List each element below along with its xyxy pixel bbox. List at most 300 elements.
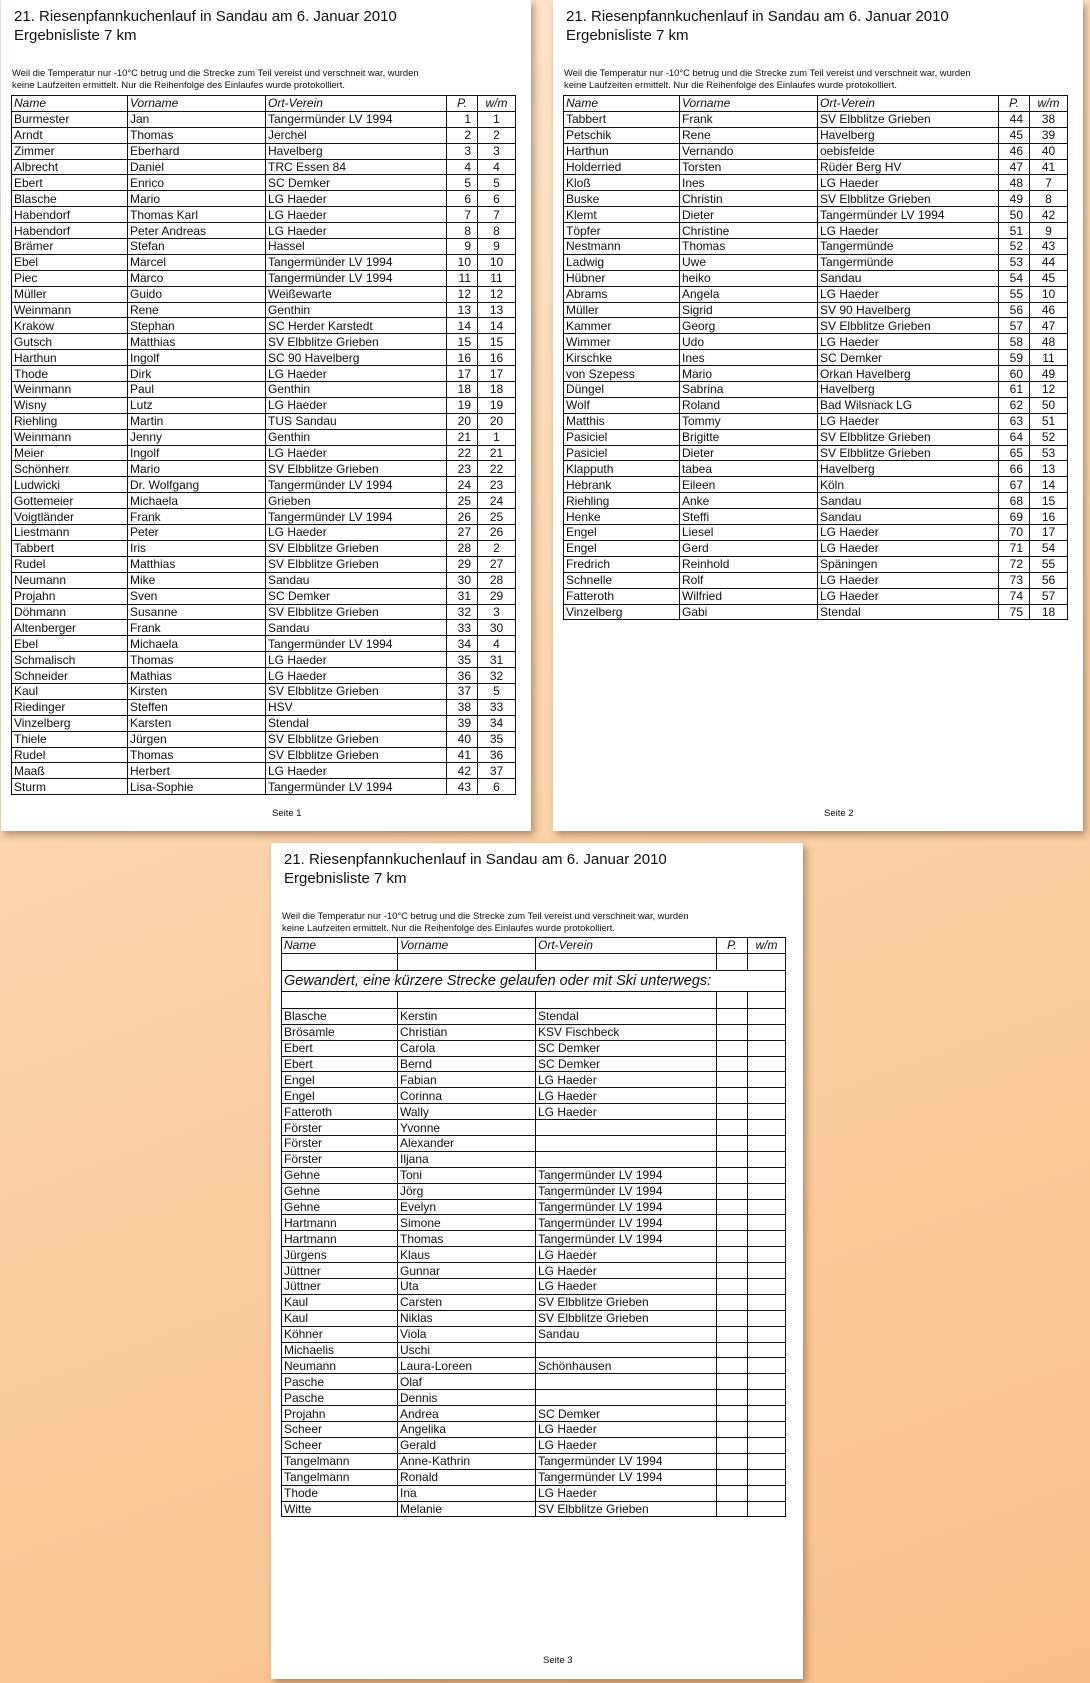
cell-ort-verein: Tangermünder LV 1994 <box>266 254 447 270</box>
cell-vorname: Ines <box>680 175 818 191</box>
table-row <box>564 223 1068 239</box>
table-row <box>12 747 516 763</box>
title-line-2: Ergebnisliste 7 km <box>284 870 407 887</box>
cell-platz: 30 <box>447 572 478 588</box>
cell-platz <box>717 1136 748 1152</box>
cell-vorname: Dirk <box>128 366 266 382</box>
cell-name: Engel <box>564 540 680 556</box>
table-row <box>282 1024 786 1040</box>
cell-ort-verein: Stendal <box>536 1008 717 1024</box>
cell-wm: 42 <box>1030 207 1068 223</box>
table-row <box>564 413 1068 429</box>
cell-wm <box>748 1453 786 1469</box>
cell-ort-verein: LG Haeder <box>818 572 999 588</box>
cell-ort-verein: SV Elbblitze Grieben <box>266 731 447 747</box>
cell-wm <box>748 1263 786 1279</box>
cell-vorname: Karsten <box>128 715 266 731</box>
cell-platz: 23 <box>447 461 478 477</box>
cell-vorname: Guido <box>128 286 266 302</box>
cell-platz: 28 <box>447 540 478 556</box>
col-header-name: Name <box>282 938 398 954</box>
table-row <box>564 588 1068 604</box>
cell-vorname: Anne-Kathrin <box>398 1453 536 1469</box>
cell-wm: 17 <box>1030 525 1068 541</box>
cell-ort-verein: Sandau <box>818 509 999 525</box>
cell-platz: 53 <box>999 254 1030 270</box>
cell-wm <box>748 1374 786 1390</box>
cell-platz: 16 <box>447 350 478 366</box>
table-row <box>12 461 516 477</box>
cell-name: Witte <box>282 1501 398 1517</box>
cell-wm <box>748 1215 786 1231</box>
cell-wm: 40 <box>1030 143 1068 159</box>
table-row <box>564 604 1068 620</box>
cell-name: von Szepess <box>564 366 680 382</box>
cell-platz: 25 <box>447 493 478 509</box>
cell-platz: 64 <box>999 429 1030 445</box>
table-row <box>282 1136 786 1152</box>
table-row <box>282 1342 786 1358</box>
cell-wm <box>748 1040 786 1056</box>
cell-ort-verein: Genthin <box>266 302 447 318</box>
cell-platz <box>717 1406 748 1422</box>
cell-vorname: Klaus <box>398 1247 536 1263</box>
cell-ort-verein: LG Haeder <box>536 1279 717 1295</box>
cell-ort-verein: SC Herder Karstedt <box>266 318 447 334</box>
table-row <box>564 397 1068 413</box>
cell-name: Weinmann <box>12 429 128 445</box>
cell-vorname: Mario <box>128 191 266 207</box>
table-row <box>564 239 1068 255</box>
cell-name: Wolf <box>564 397 680 413</box>
cell-name: Petschik <box>564 127 680 143</box>
cell-vorname: Ines <box>680 350 818 366</box>
cell-ort-verein: Rüder Berg HV <box>818 159 999 175</box>
cell-platz <box>717 1231 748 1247</box>
cell-vorname: Thomas <box>128 652 266 668</box>
cell-vorname: Reinhold <box>680 556 818 572</box>
table-row <box>12 318 516 334</box>
cell-platz <box>717 1167 748 1183</box>
table-row <box>12 366 516 382</box>
table-row <box>564 143 1068 159</box>
cell-name: Harthun <box>12 350 128 366</box>
cell-platz: 36 <box>447 668 478 684</box>
cell-platz: 67 <box>999 477 1030 493</box>
cell-platz <box>717 1104 748 1120</box>
results-table <box>11 95 516 795</box>
table-row <box>564 159 1068 175</box>
cell-name: Müller <box>564 302 680 318</box>
cell-vorname: Yvonne <box>398 1120 536 1136</box>
table-row <box>564 286 1068 302</box>
page-footer: Seite 2 <box>824 808 854 819</box>
cell-platz: 68 <box>999 493 1030 509</box>
table-row <box>564 382 1068 398</box>
table-row <box>12 175 516 191</box>
cell-ort-verein: Tangermünder LV 1994 <box>536 1231 717 1247</box>
cell-ort-verein: Tangermünde <box>818 254 999 270</box>
table-row <box>12 223 516 239</box>
col-header-wm: w/m <box>478 96 516 112</box>
cell-wm: 5 <box>478 175 516 191</box>
cell-platz: 58 <box>999 334 1030 350</box>
cell-ort-verein: Tangermünder LV 1994 <box>536 1453 717 1469</box>
table-row <box>12 254 516 270</box>
cell-platz: 59 <box>999 350 1030 366</box>
cell-platz: 12 <box>447 286 478 302</box>
cell-name: Projahn <box>282 1406 398 1422</box>
cell-platz: 26 <box>447 509 478 525</box>
cell-vorname: Frank <box>128 620 266 636</box>
cell-vorname: Stephan <box>128 318 266 334</box>
cell-name: Harthun <box>564 143 680 159</box>
cell-name: Thode <box>12 366 128 382</box>
cell-ort-verein: Genthin <box>266 429 447 445</box>
result-page-3 <box>271 843 803 1679</box>
cell-wm <box>748 1342 786 1358</box>
cell-name: Döhmann <box>12 604 128 620</box>
cell-name: Holderried <box>564 159 680 175</box>
cell-vorname: Dieter <box>680 445 818 461</box>
cell-platz: 52 <box>999 239 1030 255</box>
cell-ort-verein: Bad Wilsnack LG <box>818 397 999 413</box>
cell-wm: 29 <box>478 588 516 604</box>
col-header-platz: P. <box>447 96 478 112</box>
cell-vorname: Laura-Loreen <box>398 1358 536 1374</box>
table-row <box>282 1358 786 1374</box>
cell-vorname: Jan <box>128 111 266 127</box>
cell-name: Thode <box>282 1485 398 1501</box>
cell-platz <box>717 1279 748 1295</box>
cell-ort-verein: SV Elbblitze Grieben <box>536 1310 717 1326</box>
cell-wm: 8 <box>1030 191 1068 207</box>
cell-vorname: Dennis <box>398 1390 536 1406</box>
table-row <box>12 715 516 731</box>
table-row <box>12 636 516 652</box>
cell-vorname: Martin <box>128 413 266 429</box>
cell-vorname: Toni <box>398 1167 536 1183</box>
cell-name: Wimmer <box>564 334 680 350</box>
table-row <box>564 509 1068 525</box>
cell-name: Henke <box>564 509 680 525</box>
cell-ort-verein: Grieben <box>266 493 447 509</box>
cell-vorname: Torsten <box>680 159 818 175</box>
table-row <box>564 175 1068 191</box>
note-line-2: keine Laufzeiten ermittelt. Nur die Reihenfolge des Einlaufes wurde protokolliert. <box>564 79 897 90</box>
cell-platz: 65 <box>999 445 1030 461</box>
cell-wm: 12 <box>1030 382 1068 398</box>
cell-ort-verein: LG Haeder <box>266 223 447 239</box>
cell-platz <box>717 1358 748 1374</box>
table-row <box>12 239 516 255</box>
table-row <box>12 763 516 779</box>
cell-platz <box>717 1422 748 1438</box>
table-row <box>282 1199 786 1215</box>
cell-ort-verein: Tangermünder LV 1994 <box>266 636 447 652</box>
cell-platz: 21 <box>447 429 478 445</box>
cell-name: Riehling <box>12 413 128 429</box>
table-row <box>282 1437 786 1453</box>
table-row <box>564 111 1068 127</box>
cell-wm: 13 <box>1030 461 1068 477</box>
cell-ort-verein: LG Haeder <box>266 207 447 223</box>
cell-vorname: Andrea <box>398 1406 536 1422</box>
cell-vorname: Steffen <box>128 699 266 715</box>
cell-wm: 54 <box>1030 540 1068 556</box>
cell-vorname: Jürgen <box>128 731 266 747</box>
table-row <box>12 382 516 398</box>
table-row <box>282 1453 786 1469</box>
cell-platz: 19 <box>447 397 478 413</box>
cell-name: Weinmann <box>12 302 128 318</box>
cell-ort-verein: Tangermünder LV 1994 <box>266 111 447 127</box>
cell-platz: 50 <box>999 207 1030 223</box>
cell-name: Maaß <box>12 763 128 779</box>
cell-platz <box>717 1326 748 1342</box>
cell-name: Wisny <box>12 397 128 413</box>
cell-vorname: Carola <box>398 1040 536 1056</box>
cell-vorname: Uwe <box>680 254 818 270</box>
cell-wm: 52 <box>1030 429 1068 445</box>
cell-ort-verein: SV Elbblitze Grieben <box>266 683 447 699</box>
table-row <box>12 477 516 493</box>
table-row <box>564 461 1068 477</box>
cell-vorname: Frank <box>128 509 266 525</box>
cell-ort-verein: SV Elbblitze Grieben <box>818 111 999 127</box>
cell-name: Schönherr <box>12 461 128 477</box>
table-row <box>282 1183 786 1199</box>
cell-vorname: Gunnar <box>398 1263 536 1279</box>
cell-platz: 54 <box>999 270 1030 286</box>
cell-vorname: Gerald <box>398 1437 536 1453</box>
cell-vorname: Sven <box>128 588 266 604</box>
table-row <box>282 1040 786 1056</box>
col-header-ort-verein: Ort-Verein <box>818 96 999 112</box>
cell-platz: 49 <box>999 191 1030 207</box>
cell-wm: 33 <box>478 699 516 715</box>
cell-platz: 74 <box>999 588 1030 604</box>
cell-ort-verein <box>536 1390 717 1406</box>
cell-ort-verein: Genthin <box>266 382 447 398</box>
cell-wm: 32 <box>478 668 516 684</box>
cell-platz: 37 <box>447 683 478 699</box>
cell-name: Albrecht <box>12 159 128 175</box>
cell-platz: 7 <box>447 207 478 223</box>
table-row <box>282 1390 786 1406</box>
cell-name: Fredrich <box>564 556 680 572</box>
cell-platz <box>717 1437 748 1453</box>
table-header-row <box>12 96 516 112</box>
cell-platz: 1 <box>447 111 478 127</box>
table-row <box>282 1056 786 1072</box>
col-header-wm: w/m <box>1030 96 1068 112</box>
cell-ort-verein: SC Demker <box>536 1056 717 1072</box>
cell-name: Kirschke <box>564 350 680 366</box>
cell-vorname: Brigitte <box>680 429 818 445</box>
cell-vorname: Marcel <box>128 254 266 270</box>
cell-vorname: Thomas <box>680 239 818 255</box>
cell-wm <box>748 1167 786 1183</box>
cell-wm: 6 <box>478 191 516 207</box>
cell-name: Ebel <box>12 636 128 652</box>
cell-vorname: Thomas Karl <box>128 207 266 223</box>
table-row <box>12 286 516 302</box>
cell-name: Kaul <box>12 683 128 699</box>
cell-ort-verein: LG Haeder <box>818 525 999 541</box>
cell-platz: 2 <box>447 127 478 143</box>
cell-wm: 41 <box>1030 159 1068 175</box>
cell-vorname: Christian <box>398 1024 536 1040</box>
cell-vorname: Wilfried <box>680 588 818 604</box>
cell-platz: 72 <box>999 556 1030 572</box>
title-line-2: Ergebnisliste 7 km <box>566 27 689 44</box>
cell-wm <box>748 1390 786 1406</box>
cell-wm <box>748 1310 786 1326</box>
cell-vorname: Michaela <box>128 493 266 509</box>
cell-name: Töpfer <box>564 223 680 239</box>
cell-name: Riehling <box>564 493 680 509</box>
title-line-1: 21. Riesenpfannkuchenlauf in Sandau am 6. Januar 2010 <box>284 851 667 868</box>
table-row <box>564 525 1068 541</box>
cell-name: Jürgens <box>282 1247 398 1263</box>
cell-vorname: Rolf <box>680 572 818 588</box>
table-row <box>12 143 516 159</box>
cell-wm: 15 <box>1030 493 1068 509</box>
cell-name: Buske <box>564 191 680 207</box>
cell-name: Meier <box>12 445 128 461</box>
cell-wm: 9 <box>1030 223 1068 239</box>
cell-vorname: Matthias <box>128 334 266 350</box>
cell-name: Altenberger <box>12 620 128 636</box>
cell-ort-verein: Havelberg <box>266 143 447 159</box>
cell-ort-verein: Späningen <box>818 556 999 572</box>
cell-ort-verein: Tangermünder LV 1994 <box>536 1183 717 1199</box>
cell-platz: 13 <box>447 302 478 318</box>
cell-wm: 12 <box>478 286 516 302</box>
cell-platz: 45 <box>999 127 1030 143</box>
table-row <box>12 652 516 668</box>
cell-vorname: Iljana <box>398 1151 536 1167</box>
cell-platz: 5 <box>447 175 478 191</box>
cell-name: Riedinger <box>12 699 128 715</box>
table-row <box>282 1279 786 1295</box>
cell-vorname: Dr. Wolfgang <box>128 477 266 493</box>
cell-ort-verein: Tangermünde <box>818 239 999 255</box>
cell-name: Zimmer <box>12 143 128 159</box>
table-row <box>12 540 516 556</box>
cell-name: Pasiciel <box>564 429 680 445</box>
cell-name: Ladwig <box>564 254 680 270</box>
cell-wm <box>748 1151 786 1167</box>
cell-wm <box>748 1088 786 1104</box>
cell-wm: 36 <box>478 747 516 763</box>
cell-ort-verein: Tangermünder LV 1994 <box>266 509 447 525</box>
cell-name: Kaul <box>282 1294 398 1310</box>
cell-wm <box>748 1136 786 1152</box>
cell-platz <box>717 1215 748 1231</box>
cell-wm <box>748 1406 786 1422</box>
cell-ort-verein: KSV Fischbeck <box>536 1024 717 1040</box>
cell-platz: 3 <box>447 143 478 159</box>
cell-vorname: Jörg <box>398 1183 536 1199</box>
cell-vorname: Daniel <box>128 159 266 175</box>
cell-name: Engel <box>282 1088 398 1104</box>
cell-name: Kloß <box>564 175 680 191</box>
cell-ort-verein: LG Haeder <box>818 334 999 350</box>
cell-platz <box>717 1310 748 1326</box>
cell-wm <box>748 1485 786 1501</box>
cell-wm: 25 <box>478 509 516 525</box>
cell-vorname: Susanne <box>128 604 266 620</box>
cell-wm <box>748 1120 786 1136</box>
table-row <box>12 620 516 636</box>
table-row <box>282 1469 786 1485</box>
cell-vorname: Alexander <box>398 1136 536 1152</box>
cell-name: Köhner <box>282 1326 398 1342</box>
cell-wm: 16 <box>1030 509 1068 525</box>
cell-platz: 4 <box>447 159 478 175</box>
cell-platz <box>717 1199 748 1215</box>
cell-vorname: Carsten <box>398 1294 536 1310</box>
cell-wm <box>748 1501 786 1517</box>
table-row <box>282 1072 786 1088</box>
cell-vorname: Rene <box>680 127 818 143</box>
cell-vorname: Fabian <box>398 1072 536 1088</box>
cell-platz: 27 <box>447 525 478 541</box>
title-line-1: 21. Riesenpfannkuchenlauf in Sandau am 6. Januar 2010 <box>566 8 949 25</box>
cell-wm: 18 <box>478 382 516 398</box>
table-row <box>282 1263 786 1279</box>
table-row <box>564 207 1068 223</box>
cell-ort-verein: Sandau <box>266 620 447 636</box>
cell-ort-verein: LG Haeder <box>536 1088 717 1104</box>
cell-name: Kaul <box>282 1310 398 1326</box>
cell-name: Tabbert <box>12 540 128 556</box>
cell-platz <box>717 1390 748 1406</box>
cell-platz: 6 <box>447 191 478 207</box>
page-footer: Seite 1 <box>272 808 302 819</box>
cell-vorname: Christin <box>680 191 818 207</box>
cell-vorname: Paul <box>128 382 266 398</box>
table-row <box>564 429 1068 445</box>
blank-row <box>282 953 786 970</box>
cell-wm <box>748 1422 786 1438</box>
cell-vorname: heiko <box>680 270 818 286</box>
table-row <box>12 556 516 572</box>
table-row <box>12 350 516 366</box>
table-row <box>282 1088 786 1104</box>
cell-vorname: Matthias <box>128 556 266 572</box>
cell-ort-verein <box>536 1342 717 1358</box>
cell-ort-verein: SC Demker <box>266 588 447 604</box>
cell-ort-verein: Tangermünder LV 1994 <box>266 779 447 795</box>
cell-name: Schnelle <box>564 572 680 588</box>
cell-wm: 44 <box>1030 254 1068 270</box>
table-row <box>564 556 1068 572</box>
cell-vorname: Dieter <box>680 207 818 223</box>
cell-vorname: Ingolf <box>128 350 266 366</box>
cell-ort-verein: SV Elbblitze Grieben <box>266 604 447 620</box>
cell-vorname: Bernd <box>398 1056 536 1072</box>
table-row <box>282 1422 786 1438</box>
cell-name: Gehne <box>282 1183 398 1199</box>
cell-wm: 24 <box>478 493 516 509</box>
col-header-ort-verein: Ort-Verein <box>536 938 717 954</box>
cell-vorname: Ronald <box>398 1469 536 1485</box>
cell-vorname: Simone <box>398 1215 536 1231</box>
cell-wm: 4 <box>478 636 516 652</box>
